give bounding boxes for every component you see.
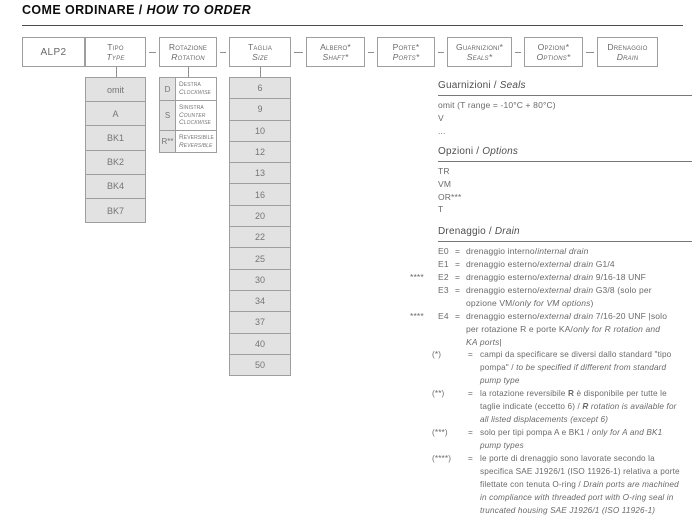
options-heading (438, 146, 692, 162)
field-label-english: Ports* (392, 52, 420, 62)
drain-item-prefix: **** (410, 272, 424, 282)
size-option-cell: 30 (229, 269, 291, 291)
rotation-label-english: Counter (179, 111, 206, 119)
field-label-english: Options* (536, 52, 571, 62)
footnote (432, 387, 694, 426)
box-connector-dash (368, 52, 374, 53)
size-option-cell: 34 (229, 290, 291, 312)
text-segment: drenaggio esterno/ (466, 311, 540, 321)
field-box-ports (377, 37, 435, 67)
field-label-english: Rotation (171, 52, 205, 62)
size-option-cell: 12 (229, 141, 291, 163)
box-connector-line (116, 67, 117, 77)
drain-item-prefix (410, 245, 438, 258)
text-segment: drenaggio interno/ (466, 246, 538, 256)
equals-sign: = (468, 454, 473, 463)
text-segment: drenaggio esterno/ (466, 259, 540, 269)
drain-item (410, 245, 692, 258)
text-segment: campi da specificare se diversi dallo standard "tipo pompa" / (480, 350, 672, 372)
text-segment: drenaggio esterno/ (466, 285, 540, 295)
page-title (22, 3, 251, 17)
drain-section (410, 226, 692, 349)
footnote-text (480, 387, 682, 426)
field-box-options (524, 37, 583, 67)
field-label-english: Type (106, 52, 125, 62)
size-option-cell: 20 (229, 205, 291, 227)
rotation-row (159, 130, 217, 153)
options-item: VM (438, 178, 452, 189)
footnote (432, 452, 694, 517)
footnote (432, 426, 694, 452)
size-option-cell: 13 (229, 162, 291, 184)
options-items (438, 165, 692, 216)
field-label-english: Shaft* (322, 52, 349, 62)
rotation-code-cell: S (159, 100, 176, 131)
options-section (438, 146, 692, 216)
box-connector-dash (220, 52, 226, 53)
field-box-type (85, 37, 146, 67)
text-segment: la rotazione reversibile (480, 389, 568, 398)
type-option-cell: BK2 (85, 150, 146, 175)
footnote (432, 348, 694, 387)
alp2-box (22, 37, 85, 67)
options-item: T (438, 204, 444, 215)
size-option-cell: 50 (229, 354, 291, 376)
drain-item-code: E0 (438, 246, 449, 256)
alp2-label: ALP2 (40, 46, 67, 58)
seals-item: omit (T range = -10°C + 80°C) (438, 100, 556, 110)
drain-item-prefix (410, 258, 438, 271)
footnote-text (480, 452, 682, 517)
drain-item-code: E2 (438, 272, 449, 282)
box-connector-dash (294, 52, 303, 53)
field-label-italian: Opzioni* (537, 42, 570, 52)
heading-separator: / (485, 226, 495, 237)
rotation-description-cell (175, 77, 217, 101)
equals-sign: = (468, 350, 473, 359)
seals-heading-english: Seals (499, 80, 526, 91)
text-segment: le porte di drenaggio sono lavorate secondo la specifica SAE J1926/1 (ISO 11926-1) relativa a porte filettate con tenuta O-ring / (480, 454, 680, 489)
options-heading-italian: Opzioni (438, 146, 474, 157)
seals-section (438, 80, 692, 137)
rotation-label-english: Clockwise (179, 89, 211, 96)
rotation-options-table (159, 77, 217, 153)
text-segment: solo per tipi pompa A e BK1 / (480, 428, 592, 437)
type-option-cell: omit (85, 77, 146, 102)
text-segment: | (499, 337, 502, 347)
drain-item (410, 310, 692, 349)
size-option-cell: 37 (229, 311, 291, 333)
size-option-cell: 16 (229, 183, 291, 205)
drain-item-text (466, 271, 671, 284)
drain-item-code: E1 (438, 259, 449, 269)
equals-sign: = (455, 246, 461, 256)
text-segment: G3/8 (solo per opzione VM/ (466, 285, 652, 308)
text-segment: rotation is available for all listed displacements (except 6) (480, 402, 677, 424)
text-segment: 9/16-18 UNF (593, 272, 647, 282)
drain-item-prefix (410, 284, 438, 310)
type-options-column (85, 77, 146, 223)
text-segment: ) (590, 298, 594, 308)
equals-sign: = (455, 272, 461, 282)
field-label-english: Seals* (466, 52, 493, 62)
footnote-marker: (**) (432, 389, 445, 398)
rotation-label-italian: Reversibile (179, 133, 214, 141)
drain-item-text (466, 284, 671, 310)
rotation-label-english: Reversible (179, 141, 213, 149)
box-connector-line (260, 67, 261, 77)
text-segment: external drain (539, 259, 594, 269)
text-segment: to be specified if different from standard pump type (480, 363, 667, 385)
drain-heading-italian: Drenaggio (438, 226, 486, 237)
text-segment: drenaggio esterno/ (466, 272, 540, 282)
rotation-label-italian: Sinistra (179, 104, 204, 112)
type-option-cell: BK1 (85, 125, 146, 150)
drain-item (410, 258, 692, 271)
heading-separator: / (473, 146, 483, 157)
equals-sign: = (468, 389, 473, 398)
field-box-drain (597, 37, 658, 67)
equals-sign: = (455, 285, 461, 295)
footnote-marker: (****) (432, 454, 452, 463)
size-option-cell: 25 (229, 247, 291, 269)
size-option-cell: 22 (229, 226, 291, 248)
drain-item (410, 271, 692, 284)
box-connector-dash (438, 52, 444, 53)
footnote-marker: (***) (432, 428, 448, 437)
footnote-text (480, 348, 682, 387)
text-segment: external drain (539, 285, 594, 295)
drain-item-code: E3 (438, 285, 449, 295)
drain-item (410, 284, 692, 310)
field-box-shaft (306, 37, 365, 67)
rotation-row (159, 100, 217, 131)
drain-item-text (466, 245, 671, 258)
field-label-italian: Guarnizioni* (455, 42, 504, 52)
rotation-description-cell (175, 100, 217, 131)
drain-item-text (466, 310, 671, 349)
type-option-cell: BK7 (85, 198, 146, 223)
options-heading-english: Options (482, 146, 519, 157)
field-box-size (229, 37, 291, 67)
options-item: TR (438, 166, 450, 176)
page-title-italian: COME ORDINARE / (22, 3, 143, 17)
field-box-seals (447, 37, 512, 67)
box-connector-line (188, 67, 189, 77)
text-segment: R (582, 402, 589, 411)
field-label-italian: Porte* (392, 42, 420, 52)
footnotes (432, 348, 694, 517)
type-option-cell: A (85, 101, 146, 126)
rotation-description-cell (175, 130, 217, 153)
text-segment: 7/16-20 UNF |solo per rotazione R e porte KA/ (466, 311, 668, 334)
text-segment: external drain (539, 311, 594, 321)
rotation-label-italian: Destra (179, 81, 201, 89)
box-connector-dash (586, 52, 594, 53)
type-option-cell: BK4 (85, 174, 146, 199)
field-label-italian: Drenaggio (607, 42, 648, 52)
footnote-text (480, 426, 682, 452)
seals-heading-italian: Guarnizioni (438, 80, 491, 91)
box-connector-dash (149, 52, 156, 53)
heading-separator: / (490, 80, 500, 91)
page-title-english: HOW TO ORDER (146, 3, 252, 17)
field-label-italian: Tipo (107, 42, 124, 52)
field-label-english: Size (252, 52, 268, 62)
size-option-cell: 6 (229, 77, 291, 99)
field-label-italian: Taglia (247, 42, 273, 52)
drain-item-code: E4 (438, 311, 449, 321)
drain-heading (438, 226, 692, 242)
box-connector-dash (515, 52, 521, 53)
text-segment: G1/4 (593, 259, 615, 269)
seals-item: V (438, 112, 444, 123)
drain-items (410, 245, 692, 349)
text-segment: only for A and BK1 pump types (480, 428, 663, 450)
size-options-column (229, 77, 291, 376)
field-label-italian: Rotazione (168, 42, 208, 52)
text-segment: only for VM options (514, 298, 591, 308)
text-segment: R (567, 389, 575, 398)
field-label-english: Drain (616, 52, 639, 62)
text-segment: Drain ports are machined in compliance with threaded port with O-ring seal in truncated housing SAE J1926/1 (ISO 11926-1) (480, 480, 679, 515)
size-option-cell: 10 (229, 120, 291, 142)
size-option-cell: 9 (229, 98, 291, 120)
drain-item-prefix: **** (410, 311, 424, 321)
text-segment: external drain (539, 272, 594, 282)
text-segment: è disponibile per tutte le taglie indicate (eccetto 6) / (480, 389, 667, 411)
text-segment: only for R rotation and KA ports (466, 324, 661, 347)
text-segment: internal drain (537, 246, 589, 256)
equals-sign: = (455, 311, 461, 321)
rotation-code-cell: R** (159, 130, 176, 153)
size-option-cell: 40 (229, 333, 291, 355)
seals-items (438, 99, 692, 137)
drain-item-text (466, 258, 671, 271)
rotation-code-cell: D (159, 77, 176, 101)
equals-sign: = (468, 428, 473, 437)
rotation-label-english: Clockwise (179, 119, 211, 127)
drain-heading-english: Drain (494, 226, 520, 237)
equals-sign: = (455, 259, 461, 269)
field-label-italian: Albero* (320, 42, 351, 52)
field-box-rotation (159, 37, 217, 67)
rotation-row (159, 77, 217, 101)
title-divider (22, 25, 683, 26)
seals-heading (438, 80, 692, 96)
options-item: OR*** (438, 191, 462, 202)
seals-item: ... (438, 125, 446, 136)
footnote-marker: (*) (432, 350, 442, 359)
